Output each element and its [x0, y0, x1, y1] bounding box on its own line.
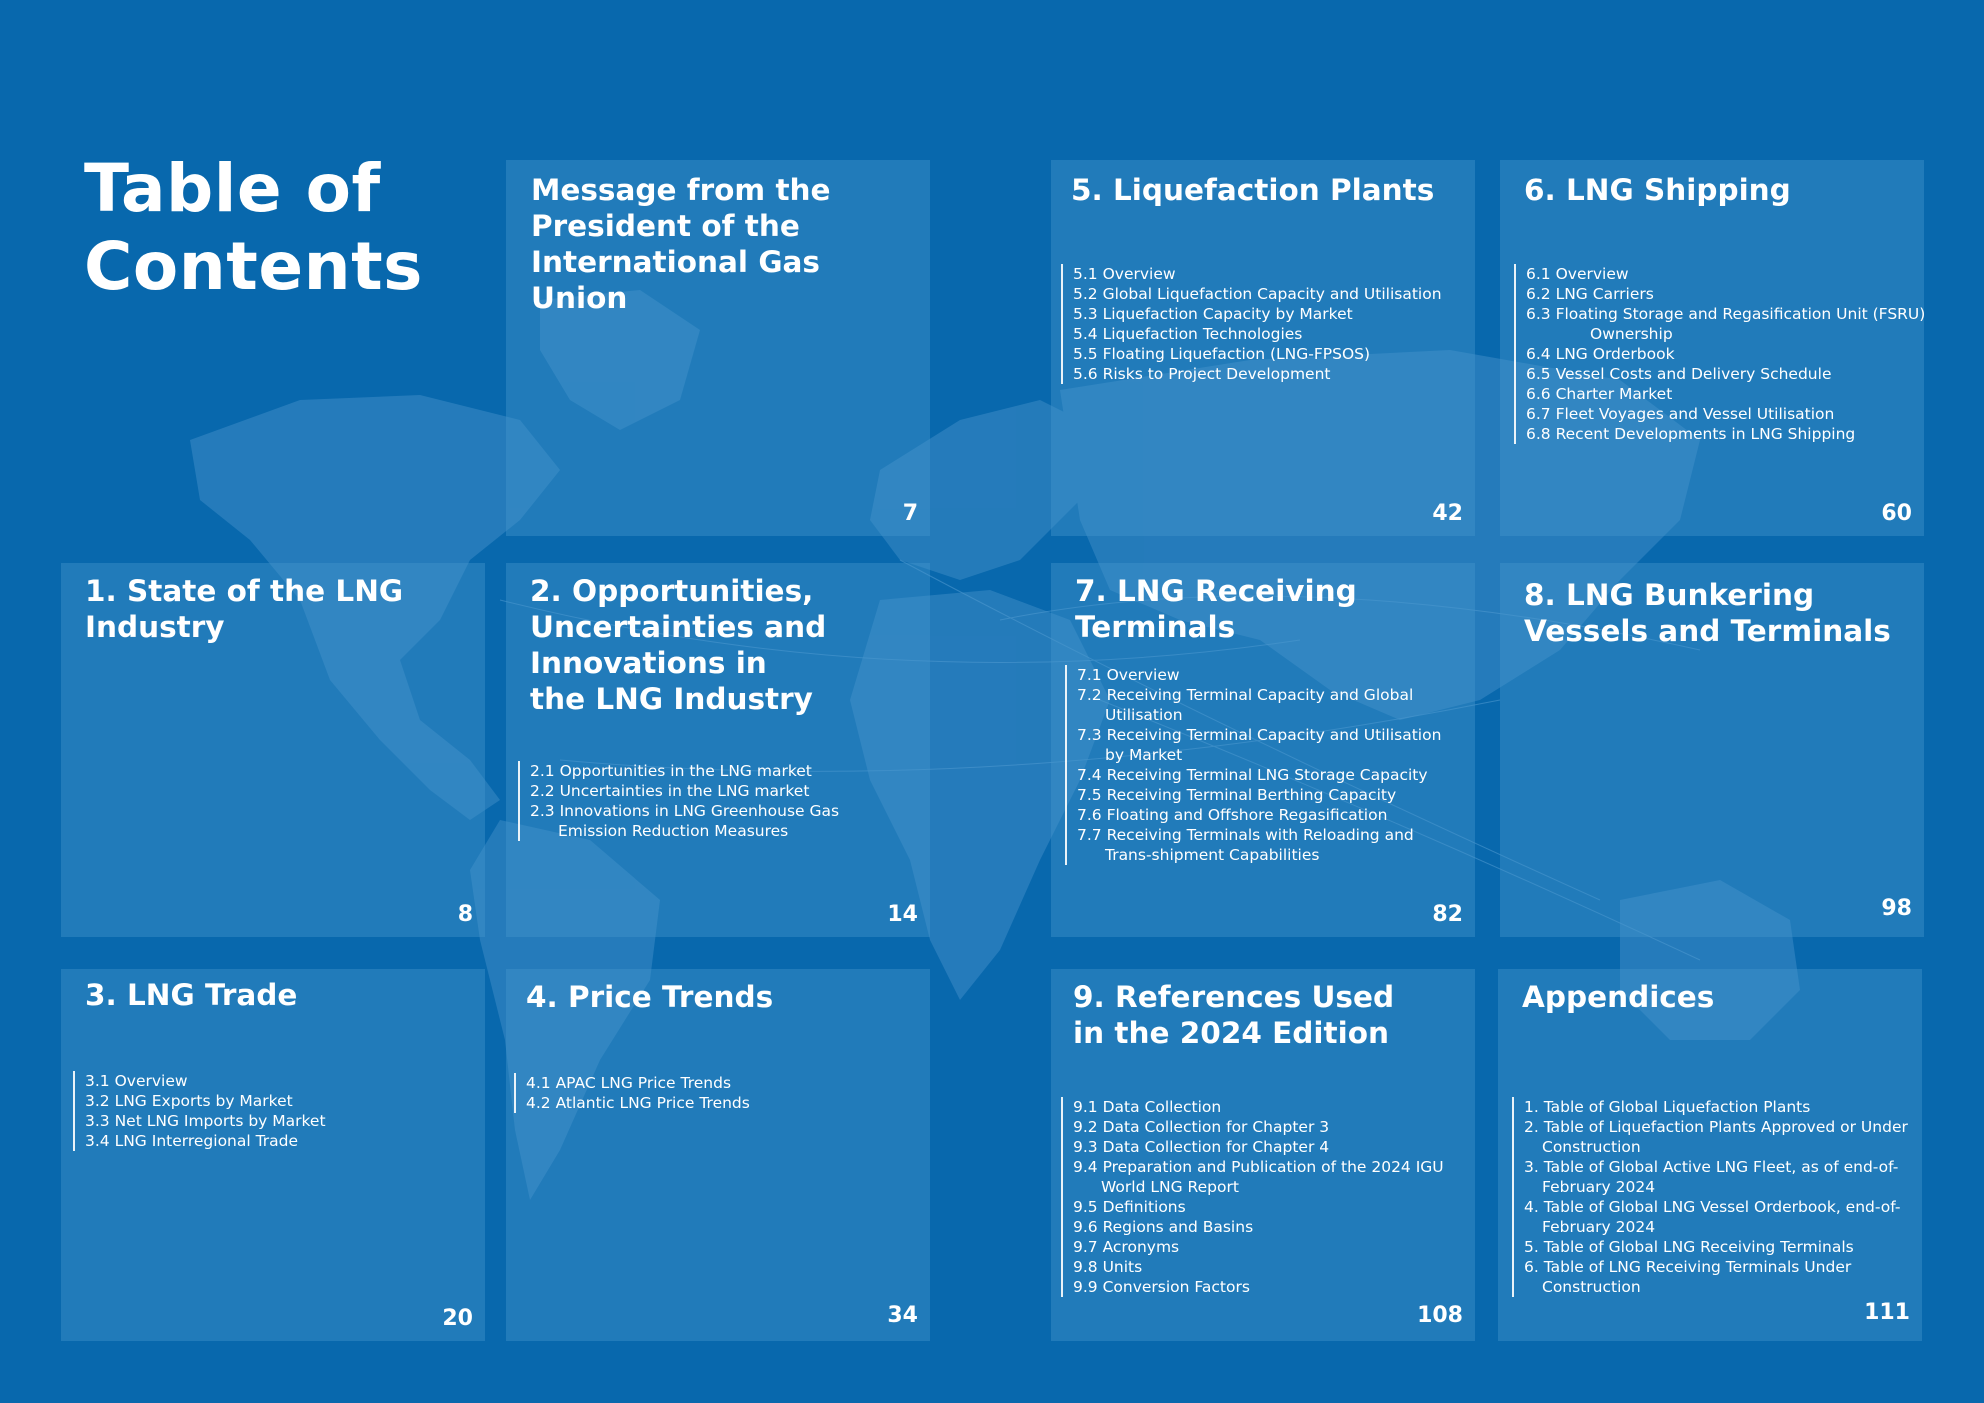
page-number: 42 — [1432, 501, 1463, 526]
list-item[interactable]: 6.1 Overview — [1526, 265, 1629, 283]
list-item[interactable]: 6.8 Recent Developments in LNG Shipping — [1526, 425, 1856, 443]
toc-card-president-message[interactable] — [506, 160, 930, 536]
toc-card-state-of-industry[interactable] — [61, 563, 485, 937]
card-title: 7. LNG Receiving Terminals — [1075, 574, 1357, 644]
list-item[interactable]: 5.3 Liquefaction Capacity by Market — [1073, 305, 1353, 323]
page-number: 14 — [887, 902, 918, 927]
list-item[interactable]: 7.2 Receiving Terminal Capacity and Global Utilisation — [1077, 686, 1414, 724]
toc-card-receiving-terminals[interactable] — [1051, 563, 1475, 937]
page-number: 20 — [442, 1306, 473, 1331]
list-item[interactable]: 5.2 Global Liquefaction Capacity and Utilisation — [1073, 285, 1442, 303]
list-item[interactable]: 3.4 LNG Interregional Trade — [85, 1132, 299, 1150]
subsection-list — [518, 761, 930, 841]
list-item[interactable]: 9.8 Units — [1073, 1258, 1143, 1276]
list-item[interactable]: 9.2 Data Collection for Chapter 3 — [1073, 1118, 1330, 1136]
list-item[interactable]: 9.1 Data Collection — [1073, 1098, 1222, 1116]
card-title: 1. State of the LNG Industry — [85, 574, 404, 644]
list-item[interactable]: 3.2 LNG Exports by Market — [85, 1092, 293, 1110]
list-item[interactable]: 9.4 Preparation and Publication of the 2024 IGU World LNG Report — [1073, 1158, 1444, 1196]
page-number: 60 — [1881, 501, 1912, 526]
list-item[interactable]: 7.4 Receiving Terminal LNG Storage Capacity — [1077, 766, 1428, 784]
list-item[interactable]: 1. Table of Global Liquefaction Plants — [1524, 1098, 1811, 1116]
toc-card-lng-trade[interactable] — [61, 969, 485, 1341]
list-item[interactable]: 2.1 Opportunities in the LNG market — [530, 762, 812, 780]
list-item[interactable]: 5.1 Overview — [1073, 265, 1176, 283]
card-title: 4. Price Trends — [526, 980, 774, 1014]
subsection-list — [73, 1071, 485, 1151]
list-item[interactable]: 3.1 Overview — [85, 1072, 188, 1090]
list-item[interactable]: 7.3 Receiving Terminal Capacity and Utilisation by Market — [1077, 726, 1442, 764]
list-item[interactable]: 9.3 Data Collection for Chapter 4 — [1073, 1138, 1330, 1156]
toc-card-bunkering[interactable] — [1500, 563, 1924, 937]
toc-card-lng-shipping[interactable] — [1500, 160, 1924, 536]
page-number: 34 — [887, 1303, 918, 1328]
list-item[interactable]: 6.4 LNG Orderbook — [1526, 345, 1675, 363]
page-number: 108 — [1417, 1303, 1463, 1328]
list-item[interactable]: 9.5 Definitions — [1073, 1198, 1186, 1216]
card-title: Message from the President of the International Gas Union — [531, 173, 831, 315]
card-title: 5. Liquefaction Plants — [1071, 173, 1435, 207]
list-item[interactable]: 7.5 Receiving Terminal Berthing Capacity — [1077, 786, 1397, 804]
list-item[interactable]: 9.6 Regions and Basins — [1073, 1218, 1254, 1236]
list-item[interactable]: 7.7 Receiving Terminals with Reloading and Trans-shipment Capabilities — [1077, 826, 1414, 864]
toc-card-opportunities[interactable] — [506, 563, 930, 937]
list-item[interactable]: 6.2 LNG Carriers — [1526, 285, 1654, 303]
subsection-list — [1061, 264, 1473, 384]
subsection-list — [1061, 1097, 1468, 1297]
page-title: Table of Contents — [84, 150, 423, 305]
page-number: 82 — [1432, 902, 1463, 927]
page-number: 8 — [457, 902, 473, 927]
card-title: Appendices — [1522, 980, 1715, 1014]
list-item[interactable]: 4. Table of Global LNG Vessel Orderbook, end-of-February 2024 — [1524, 1198, 1901, 1236]
list-item[interactable]: 2. Table of Liquefaction Plants Approved or Under Construction — [1524, 1118, 1908, 1156]
card-title: 6. LNG Shipping — [1524, 173, 1791, 207]
list-item[interactable]: 2.2 Uncertainties in the LNG market — [530, 782, 810, 800]
subsection-list — [514, 1073, 926, 1113]
list-item[interactable]: 6.5 Vessel Costs and Delivery Schedule — [1526, 365, 1832, 383]
list-item[interactable]: 3. Table of Global Active LNG Fleet, as of end-of-February 2024 — [1524, 1158, 1899, 1196]
list-item[interactable]: 5.4 Liquefaction Technologies — [1073, 325, 1303, 343]
card-title: 3. LNG Trade — [85, 978, 298, 1012]
subsection-list — [1512, 1097, 1909, 1297]
list-item[interactable]: 5. Table of Global LNG Receiving Terminals — [1524, 1238, 1854, 1256]
list-item[interactable]: 7.1 Overview — [1077, 666, 1180, 684]
page-number: 7 — [902, 501, 918, 526]
toc-card-appendices[interactable] — [1498, 969, 1922, 1341]
page-number: 98 — [1881, 896, 1912, 921]
card-title: 9. References Used in the 2024 Edition — [1073, 980, 1395, 1050]
card-title: 8. LNG Bunkering Vessels and Terminals — [1524, 578, 1891, 648]
toc-card-price-trends[interactable] — [506, 969, 930, 1341]
list-item[interactable]: 6.6 Charter Market — [1526, 385, 1673, 403]
list-item[interactable]: 9.7 Acronyms — [1073, 1238, 1180, 1256]
card-title: 2. Opportunities, Uncertainties and Innovations in the LNG Industry — [530, 574, 827, 716]
list-item[interactable]: 6. Table of LNG Receiving Terminals Under Construction — [1524, 1258, 1852, 1296]
list-item[interactable]: 6.3 Floating Storage and Regasification Unit (FSRU) Ownership — [1526, 305, 1926, 343]
list-item[interactable]: 4.1 APAC LNG Price Trends — [526, 1074, 732, 1092]
list-item[interactable]: 7.6 Floating and Offshore Regasification — [1077, 806, 1388, 824]
list-item[interactable]: 9.9 Conversion Factors — [1073, 1278, 1250, 1296]
toc-card-liquefaction-plants[interactable] — [1051, 160, 1475, 536]
list-item[interactable]: 5.5 Floating Liquefaction (LNG-FPSOS) — [1073, 345, 1371, 363]
list-item[interactable]: 6.7 Fleet Voyages and Vessel Utilisation — [1526, 405, 1835, 423]
subsection-list — [1514, 264, 1926, 444]
list-item[interactable]: 2.3 Innovations in LNG Greenhouse Gas Emission Reduction Measures — [530, 802, 840, 840]
page-number: 111 — [1864, 1300, 1910, 1325]
list-item[interactable]: 3.3 Net LNG Imports by Market — [85, 1112, 326, 1130]
toc-card-references[interactable] — [1051, 969, 1475, 1341]
list-item[interactable]: 5.6 Risks to Project Development — [1073, 365, 1331, 383]
subsection-list — [1065, 665, 1462, 865]
list-item[interactable]: 4.2 Atlantic LNG Price Trends — [526, 1094, 750, 1112]
